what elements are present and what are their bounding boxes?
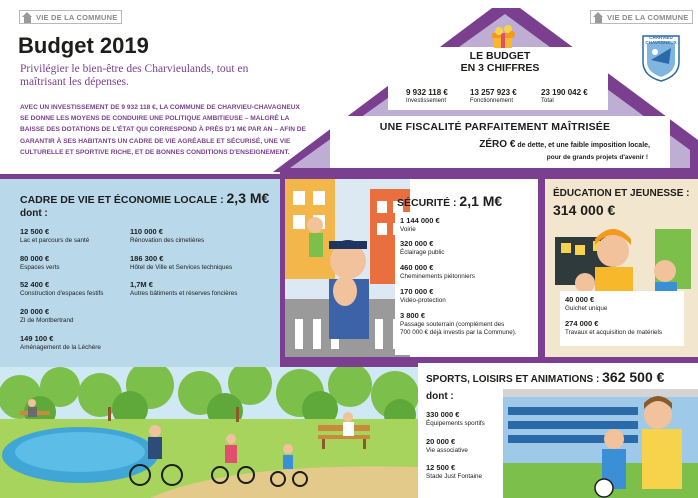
panel-securite xyxy=(285,179,538,357)
intro-paragraph: AVEC UN INVESTISSEMENT DE 9 932 118 €, LA COMMUNE DE CHARVIEU-CHAVAGNEUX SE DONNE LES MOYENS DE CONDUIRE UNE POLITIQUE AMBITIEUSE – MALGRÉ LA BAISSE DES DOTATIONS DE L'ÉTAT QUI CORRESPOND À PRÈS D'1 M€ PAR AN – AFIN DE GARANTIR À SES HABITANTS UN CADRE DE VIE AGRÉABLE ET SÉCURISÉ, UNE VIE CULTURELLE ET SPORTIVE RICHE, ET DE BONNES CONDITIONS D'ENSEIGNEMENT. xyxy=(20,104,306,156)
fiscal-title: UNE FISCALITÉ PARFAITEMENT MAÎTRISÉE xyxy=(379,121,611,133)
sports-item-label: Vie associative xyxy=(426,447,468,454)
sports-amount: 362 500 € xyxy=(602,369,665,385)
securite-item-value: 320 000 € xyxy=(400,239,434,248)
securite-item-label: Passage souterrain (complément des xyxy=(400,321,505,328)
cadre-item-value: 20 000 € xyxy=(20,307,50,316)
section-tag-label: VIE DE LA COMMUNE xyxy=(36,12,118,22)
page-subtitle: Privilégier le bien-être des Charvieulands, tout en maîtrisant les dépenses. xyxy=(20,63,249,88)
cadre-item-label: Espaces verts xyxy=(20,264,60,271)
securite-item-label: Cheminements piétonniers xyxy=(400,273,475,280)
education-item-label: Guichet unique xyxy=(565,305,608,312)
security-illustration xyxy=(285,179,410,357)
cadre-item-value: 1,7M € xyxy=(130,280,153,289)
securite-item-value: 1 144 000 € xyxy=(400,216,440,225)
securite-item-label-line2: 700 000 € déjà investis par la Commune). xyxy=(400,329,517,336)
cadre-item-label: Hôtel de Ville et Services techniques xyxy=(130,264,233,271)
sports-item-value: 12 500 € xyxy=(426,463,456,472)
securite-title xyxy=(397,193,502,209)
sports-item-value: 330 000 € xyxy=(426,410,460,419)
budget-heading xyxy=(430,50,570,74)
cadre-item-label: Autres bâtiments et réserves foncières xyxy=(130,290,238,297)
sports-item-label: Stade Just Fontaine xyxy=(426,473,483,480)
panel-education xyxy=(545,179,698,357)
park-illustration xyxy=(0,367,418,498)
town-logo-text: CHARVIEU CHAVAGNEUX xyxy=(645,35,677,45)
education-item-label: Travaux et acquisition de matériels xyxy=(565,329,663,336)
cadre-item-label: Aménagement de la Léchère xyxy=(20,344,101,351)
section-tag-label: VIE DE LA COMMUNE xyxy=(607,12,689,22)
sports-dont: dont : xyxy=(426,391,454,402)
cadre-item-label: ZI de Montbertrand xyxy=(20,317,74,324)
page-title: Budget 2019 xyxy=(18,33,149,58)
fiscal-zero-suffix: de dette, et une faible imposition locale, xyxy=(515,142,650,149)
sports-title-label: SPORTS, LOISIRS ET ANIMATIONS : xyxy=(426,374,603,385)
cadre-amount: 2,3 M€ xyxy=(226,190,270,206)
education-title: ÉDUCATION ET JEUNESSE : xyxy=(553,188,690,199)
securite-item-label: Vidéo-protection xyxy=(400,297,446,304)
sports-title xyxy=(426,369,664,385)
budget-heading-line2: EN 3 CHIFFRES xyxy=(460,62,540,74)
education-item-value: 40 000 € xyxy=(565,295,595,304)
cadre-title-label: CADRE DE VIE ET ÉCONOMIE LOCALE : xyxy=(20,194,227,206)
cadre-item-value: 110 000 € xyxy=(130,227,163,236)
fiscal-zero-line xyxy=(400,139,650,150)
cadre-item-value: 12 500 € xyxy=(20,227,50,236)
budget-figure-label: Fonctionnement xyxy=(470,98,514,104)
securite-item-label: Éclairage public xyxy=(400,249,445,256)
fiscal-line2: pour de grands projets d'avenir ! xyxy=(546,154,648,161)
cadre-item-label: Rénovation des cimetières xyxy=(130,237,205,244)
cadre-item-value: 186 300 € xyxy=(130,254,164,263)
education-amount: 314 000 € xyxy=(553,202,616,218)
securite-title-label: SÉCURITÉ : xyxy=(397,197,460,209)
sports-item-label: Équipements sportifs xyxy=(426,420,485,427)
cadre-item-label: Lac et parcours de santé xyxy=(20,237,90,244)
budget-figure-value: 13 257 923 € xyxy=(470,88,517,97)
budget-gift-icon xyxy=(488,24,518,50)
budget-figure-label: Total xyxy=(541,98,554,104)
securite-item-value: 170 000 € xyxy=(400,287,434,296)
education-item-value: 274 000 € xyxy=(565,319,599,328)
securite-item-value: 3 800 € xyxy=(400,311,426,320)
securite-amount: 2,1 M€ xyxy=(459,193,503,209)
budget-figure-value: 9 932 118 € xyxy=(406,88,448,97)
cadre-item-value: 52 400 € xyxy=(20,280,50,289)
budget-figure-label: Investissement xyxy=(406,98,447,104)
budget-figure-value: 23 190 042 € xyxy=(541,88,588,97)
panel-cadre-de-vie xyxy=(0,179,280,367)
sports-item-value: 20 000 € xyxy=(426,437,456,446)
securite-item-value: 460 000 € xyxy=(400,263,434,272)
cadre-item-value: 149 100 € xyxy=(20,334,54,343)
cadre-title xyxy=(20,190,269,206)
panel-sports xyxy=(418,363,698,498)
fiscal-zero: ZÉRO € xyxy=(479,139,516,150)
budget-heading-line1: LE BUDGET xyxy=(469,50,531,62)
securite-item-label: Voirie xyxy=(400,226,416,233)
cadre-item-label: Construction d'espaces festifs xyxy=(20,290,104,297)
cadre-item-value: 80 000 € xyxy=(20,254,50,263)
cadre-dont: dont : xyxy=(20,208,48,219)
